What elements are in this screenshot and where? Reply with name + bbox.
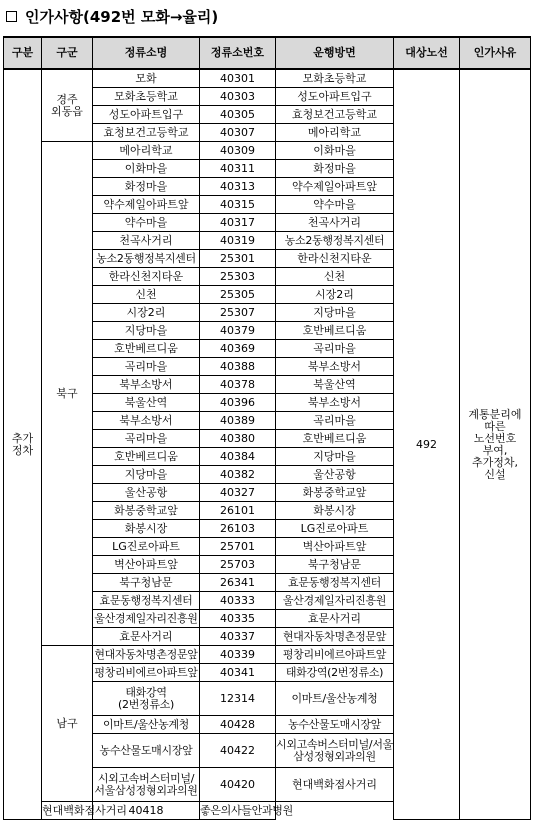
direction-cell: 현대백화점사거리	[276, 768, 394, 802]
stop-number-cell: 40315	[200, 196, 276, 214]
direction-cell: 좋은의사들안과병원	[200, 802, 276, 820]
stop-name-cell: 호반베르디움	[93, 448, 200, 466]
stop-number-cell: 26341	[200, 574, 276, 592]
stop-number-cell: 40309	[200, 142, 276, 160]
stop-name-cell: 화정마을	[93, 178, 200, 196]
stop-name-cell: 시장2리	[93, 304, 200, 322]
direction-cell: 울산공항	[276, 466, 394, 484]
direction-cell: 효문동행정복지센터	[276, 574, 394, 592]
table-body	[4, 69, 531, 820]
stop-number-cell: 25303	[200, 268, 276, 286]
header-category: 구분	[4, 37, 42, 69]
stop-name-cell: 효문동행정복지센터	[93, 592, 200, 610]
district-cell: 경주 외동읍	[42, 69, 93, 142]
stop-name-cell: 지당마을	[93, 466, 200, 484]
direction-cell: 북부소방서	[276, 394, 394, 412]
stop-name-cell: 약수제일아파트앞	[93, 196, 200, 214]
district-cell: 북구	[42, 142, 93, 646]
permit-table	[3, 36, 531, 820]
header-stop-number: 정류소번호	[200, 37, 276, 69]
direction-cell: 태화강역(2번정류소)	[276, 664, 394, 682]
route-cell: 492	[394, 69, 460, 820]
stop-name-cell: 울산경제일자리진흥원	[93, 610, 200, 628]
direction-cell: LG진로아파트	[276, 520, 394, 538]
direction-cell: 모화초등학교	[276, 69, 394, 88]
stop-name-cell: LG진로아파트	[93, 538, 200, 556]
stop-name-cell: 곡리마을	[93, 358, 200, 376]
direction-cell: 시장2리	[276, 286, 394, 304]
stop-number-cell: 40333	[200, 592, 276, 610]
direction-cell: 천곡사거리	[276, 214, 394, 232]
stop-name-cell: 화봉중학교앞	[93, 502, 200, 520]
direction-cell: 효청보건고등학교	[276, 106, 394, 124]
category-cell: 추가 정차	[4, 69, 42, 820]
stop-name-cell: 화봉시장	[93, 520, 200, 538]
stop-name-cell: 이화마을	[93, 160, 200, 178]
stop-number-cell: 40311	[200, 160, 276, 178]
stop-name-cell: 태화강역 (2번정류소)	[93, 682, 200, 716]
direction-cell: 신천	[276, 268, 394, 286]
stop-number-cell: 40319	[200, 232, 276, 250]
direction-cell: 약수제일아파트앞	[276, 178, 394, 196]
direction-cell: 북부소방서	[276, 358, 394, 376]
direction-cell: 화정마을	[276, 160, 394, 178]
stop-name-cell: 효청보건고등학교	[93, 124, 200, 142]
stop-number-cell: 40341	[200, 664, 276, 682]
stop-number-cell: 40384	[200, 448, 276, 466]
stop-number-cell: 40378	[200, 376, 276, 394]
stop-number-cell: 25701	[200, 538, 276, 556]
stop-name-cell: 북부소방서	[93, 376, 200, 394]
table-row	[4, 69, 531, 88]
stop-number-cell: 40382	[200, 466, 276, 484]
header-route: 대상노선	[394, 37, 460, 69]
direction-cell: 평창리비에르아파트앞	[276, 646, 394, 664]
direction-cell: 메아리학교	[276, 124, 394, 142]
stop-name-cell: 농수산물도매시장앞	[93, 734, 200, 768]
header-reason: 인가사유	[460, 37, 531, 69]
stop-number-cell: 26101	[200, 502, 276, 520]
stop-number-cell: 40420	[200, 768, 276, 802]
stop-number-cell: 40339	[200, 646, 276, 664]
stop-name-cell: 모화	[93, 69, 200, 88]
stop-name-cell: 울산공항	[93, 484, 200, 502]
stop-number-cell: 40337	[200, 628, 276, 646]
stop-number-cell: 40317	[200, 214, 276, 232]
stop-number-cell: 12314	[200, 682, 276, 716]
direction-cell: 화봉시장	[276, 502, 394, 520]
stop-number-cell: 40380	[200, 430, 276, 448]
stop-name-cell: 현대자동차명촌정문앞	[93, 646, 200, 664]
direction-cell: 울산경제일자리진흥원	[276, 592, 394, 610]
stop-number-cell: 40303	[200, 88, 276, 106]
stop-name-cell: 북울산역	[93, 394, 200, 412]
stop-number-cell: 40335	[200, 610, 276, 628]
checkbox-square-icon	[6, 11, 17, 22]
header-stop-name: 정류소명	[93, 37, 200, 69]
direction-cell: 화봉중학교앞	[276, 484, 394, 502]
direction-cell: 지당마을	[276, 448, 394, 466]
direction-cell: 한라신천지타운	[276, 250, 394, 268]
stop-number-cell: 25301	[200, 250, 276, 268]
page-title	[6, 4, 218, 28]
stop-name-cell: 호반베르디움	[93, 340, 200, 358]
title-text: 인가사항(492번 모화→율리)	[25, 7, 219, 26]
direction-cell: 현대자동차명촌정문앞	[276, 628, 394, 646]
header-district: 구군	[42, 37, 93, 69]
stop-name-cell: 북구청남문	[93, 574, 200, 592]
stop-number-cell: 40418	[93, 802, 200, 820]
direction-cell: 호반베르디움	[276, 430, 394, 448]
stop-name-cell: 현대백화점사거리	[42, 802, 93, 820]
stop-name-cell: 효문사거리	[93, 628, 200, 646]
direction-cell: 이마트/울산농계청	[276, 682, 394, 716]
stop-name-cell: 모화초등학교	[93, 88, 200, 106]
header-row	[4, 37, 531, 69]
direction-cell: 북울산역	[276, 376, 394, 394]
stop-number-cell: 40307	[200, 124, 276, 142]
direction-cell: 성도아파트입구	[276, 88, 394, 106]
stop-number-cell: 25305	[200, 286, 276, 304]
stop-name-cell: 곡리마을	[93, 430, 200, 448]
stop-name-cell: 북부소방서	[93, 412, 200, 430]
header-direction: 운행방면	[276, 37, 394, 69]
direction-cell: 벽산아파트앞	[276, 538, 394, 556]
stop-number-cell: 40396	[200, 394, 276, 412]
stop-name-cell: 한라신천지타운	[93, 268, 200, 286]
stop-number-cell: 40388	[200, 358, 276, 376]
stop-number-cell: 40379	[200, 322, 276, 340]
direction-cell: 시외고속버스터미널/서울삼성정형외과의원	[276, 734, 394, 768]
district-cell: 남구	[42, 646, 93, 802]
stop-name-cell: 평창리비에르아파트앞	[93, 664, 200, 682]
reason-cell: 계통분리에 따른 노선번호 부여, 추가정차, 신설	[460, 69, 531, 820]
direction-cell: 곡리마을	[276, 412, 394, 430]
stop-number-cell: 40305	[200, 106, 276, 124]
stop-number-cell: 40327	[200, 484, 276, 502]
stop-name-cell: 약수마을	[93, 214, 200, 232]
direction-cell: 농소2동행정복지센터	[276, 232, 394, 250]
direction-cell: 약수마을	[276, 196, 394, 214]
direction-cell: 호반베르디움	[276, 322, 394, 340]
stop-name-cell: 메아리학교	[93, 142, 200, 160]
direction-cell: 북구청남문	[276, 556, 394, 574]
stop-number-cell: 40301	[200, 69, 276, 88]
stop-number-cell: 26103	[200, 520, 276, 538]
stop-name-cell: 시외고속버스터미널/서울삼성정형외과의원	[93, 768, 200, 802]
direction-cell: 지당마을	[276, 304, 394, 322]
direction-cell: 이화마을	[276, 142, 394, 160]
stop-name-cell: 천곡사거리	[93, 232, 200, 250]
stop-number-cell: 25703	[200, 556, 276, 574]
stop-number-cell: 40428	[200, 716, 276, 734]
stop-number-cell: 40422	[200, 734, 276, 768]
direction-cell: 농수산물도매시장앞	[276, 716, 394, 734]
stop-name-cell: 이마트/울산농계청	[93, 716, 200, 734]
direction-cell: 효문사거리	[276, 610, 394, 628]
stop-name-cell: 신천	[93, 286, 200, 304]
stop-number-cell: 40369	[200, 340, 276, 358]
stop-name-cell: 벽산아파트앞	[93, 556, 200, 574]
direction-cell: 곡리마을	[276, 340, 394, 358]
stop-number-cell: 40389	[200, 412, 276, 430]
stop-number-cell: 40313	[200, 178, 276, 196]
stop-name-cell: 농소2동행정복지센터	[93, 250, 200, 268]
stop-number-cell: 25307	[200, 304, 276, 322]
stop-name-cell: 성도아파트입구	[93, 106, 200, 124]
stop-name-cell: 지당마을	[93, 322, 200, 340]
